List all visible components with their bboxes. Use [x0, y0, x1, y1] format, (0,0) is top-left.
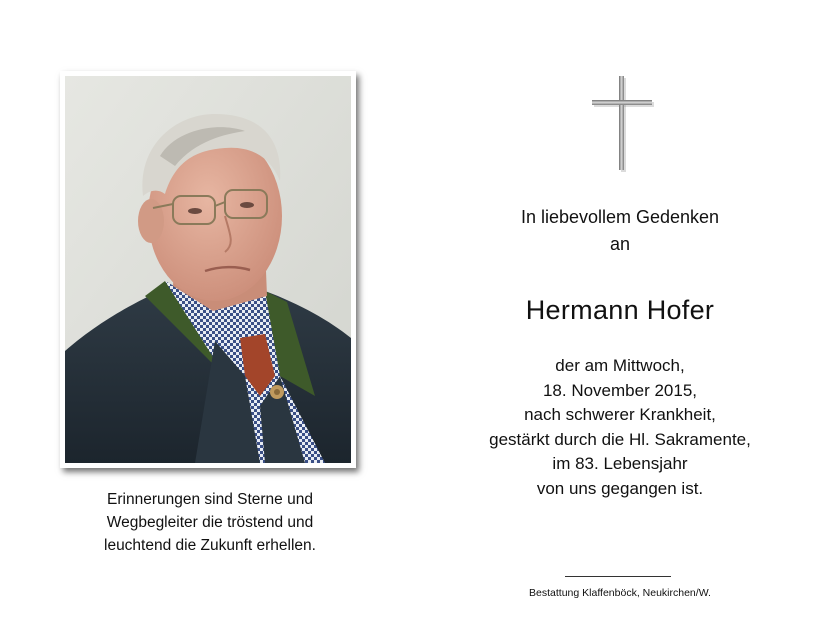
signature-divider	[565, 576, 671, 577]
intro-line: an	[609, 234, 631, 254]
funeral-home-credit: Bestattung Klaffenböck, Neukirchen/W.	[529, 587, 711, 599]
quote-line: Erinnerungen sind Sterne und	[107, 491, 313, 508]
memorial-details	[460, 354, 780, 501]
detail-line: nach schwerer Krankheit,	[524, 405, 716, 424]
memorial-intro	[460, 204, 780, 258]
detail-line: von uns gegangen ist.	[536, 478, 704, 498]
portrait-photo	[65, 76, 351, 463]
cross-icon	[590, 76, 654, 172]
deceased-name: Hermann Hofer	[525, 295, 715, 325]
memorial-quote	[50, 488, 370, 557]
detail-line: 18. November 2015,	[542, 380, 698, 400]
quote-line: Wegbegleiter die tröstend und	[106, 514, 314, 531]
detail-line: der am Mittwoch,	[555, 356, 685, 375]
quote-line: leuchtend die Zukunft erhellen.	[104, 537, 316, 554]
portrait-frame	[60, 71, 356, 468]
intro-line: In liebevollem Gedenken	[520, 207, 720, 227]
detail-line: im 83. Lebensjahr	[552, 454, 688, 473]
detail-line: gestärkt durch die Hl. Sakramente,	[489, 429, 751, 449]
